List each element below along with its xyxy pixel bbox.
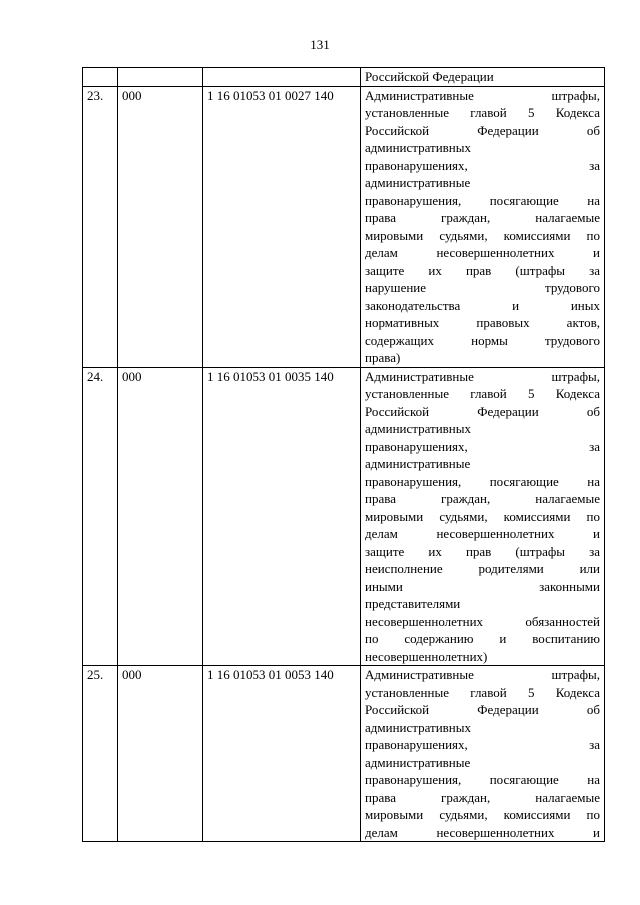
description-line: неисполнение родителями или [365, 561, 600, 576]
description-line: мировыми судьями, комиссиями по [365, 227, 600, 243]
description-line: нормативных правовых актов, [365, 315, 600, 330]
description-line: установленные главой 5 Кодекса [365, 684, 600, 700]
cell-kbk: 1 16 01053 01 0035 140 [203, 367, 361, 666]
cell-admin-code: 000 [118, 367, 203, 666]
description-line: административных [365, 140, 471, 155]
cell-description [361, 367, 605, 666]
description-line: Российской Федерации об [365, 702, 600, 717]
description-line: административные [365, 175, 471, 190]
description-line: защите их прав (штрафы за [365, 543, 600, 559]
description-line: права граждан, налагаемые [365, 789, 600, 805]
table-row [83, 666, 605, 842]
cell-number: 25. [83, 666, 118, 842]
description-line: защите их прав (штрафы за [365, 262, 600, 278]
table-row-continuation [83, 68, 605, 87]
description-line: административных [365, 421, 471, 436]
description-line: содержащих нормы трудового [365, 332, 600, 348]
cell-kbk [203, 68, 361, 87]
description-line: административных [365, 719, 471, 735]
description-line: несовершеннолетних обязанностей [365, 613, 600, 629]
description-line: несовершеннолетних) [365, 648, 488, 664]
cell-description [361, 68, 605, 87]
description-line: правонарушениях, за [365, 157, 600, 173]
cell-admin-code: 000 [118, 86, 203, 367]
description-line: правонарушениях, за [365, 737, 600, 752]
description-line: делам несовершеннолетних и [365, 245, 600, 260]
description-line: нарушение трудового [365, 280, 600, 295]
cell-admin-code [118, 68, 203, 87]
description-line: мировыми судьями, комиссиями по [365, 807, 600, 822]
cell-description [361, 666, 605, 842]
description-line: делам несовершеннолетних и [365, 526, 600, 541]
description-line: иными законными [365, 578, 600, 594]
table-row [83, 367, 605, 666]
cell-number [83, 68, 118, 87]
table-body [83, 68, 605, 842]
description-line: Российской Федерации об [365, 122, 600, 138]
description-line: административные [365, 456, 471, 471]
description-line: права граждан, налагаемые [365, 491, 600, 506]
description-line: права граждан, налагаемые [365, 210, 600, 225]
description-line: правонарушения, посягающие на [365, 192, 600, 208]
cell-number: 24. [83, 367, 118, 666]
cell-description [361, 86, 605, 367]
description-line: установленные главой 5 Кодекса [365, 105, 600, 120]
description-line: правонарушения, посягающие на [365, 772, 600, 787]
description-line: законодательства и иных [365, 297, 600, 313]
cell-kbk: 1 16 01053 01 0053 140 [203, 666, 361, 842]
cell-kbk: 1 16 01053 01 0027 140 [203, 86, 361, 367]
description-line: установленные главой 5 Кодекса [365, 386, 600, 401]
description-line: права) [365, 350, 401, 365]
budget-codes-table [82, 67, 605, 842]
description-line: Административные штрафы, [365, 368, 600, 384]
description-line: Административные штрафы, [365, 87, 600, 103]
description-line: Российской Федерации об [365, 403, 600, 419]
description-line: правонарушениях, за [365, 438, 600, 454]
description-line: административные [365, 754, 471, 770]
description-line: делам несовершеннолетних и [365, 824, 600, 840]
table-row [83, 86, 605, 367]
page-number: 131 [310, 37, 330, 52]
description-line: мировыми судьями, комиссиями по [365, 508, 600, 524]
cell-number: 23. [83, 86, 118, 367]
description-line: правонарушения, посягающие на [365, 473, 600, 489]
description-line: по содержанию и воспитанию [365, 631, 600, 646]
description-line: Административные штрафы, [365, 667, 600, 682]
description-line: Российской Федерации [365, 69, 494, 84]
description-line: представителями [365, 596, 461, 611]
cell-admin-code: 000 [118, 666, 203, 842]
